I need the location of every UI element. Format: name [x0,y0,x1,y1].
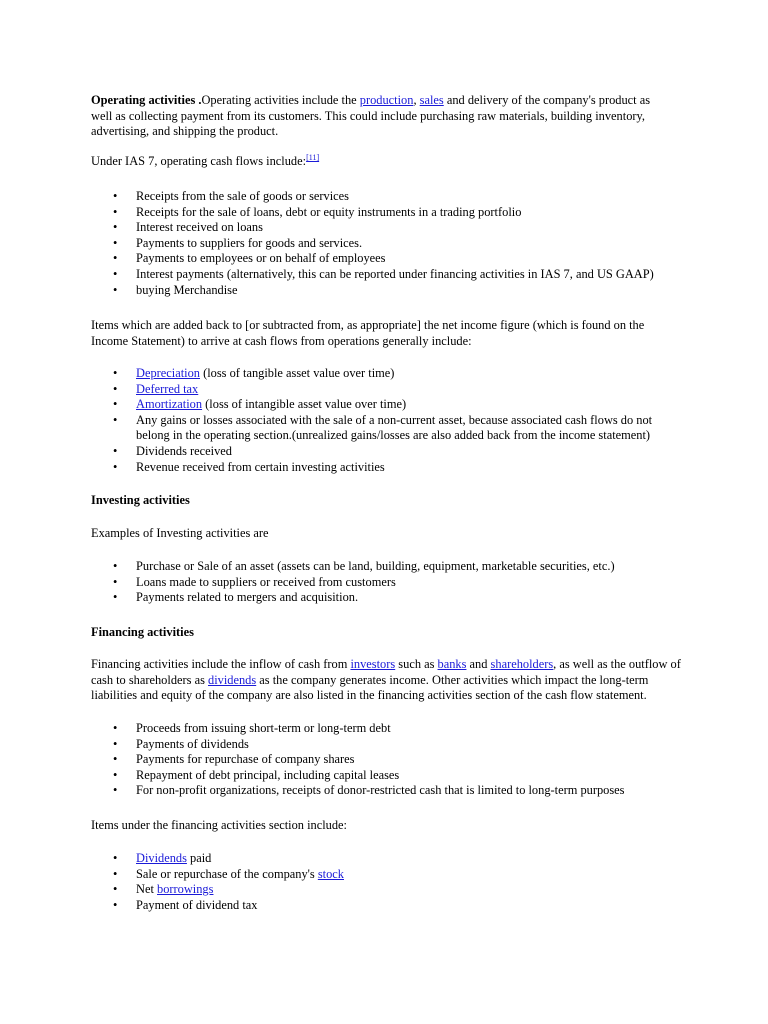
dividends-link[interactable]: dividends [208,672,257,687]
financing-intro-paragraph: Financing activities include the inflow of cash from investors such as banks and shareholders, as well as the outflow of cash to shareholders as dividends as the company generates income. Other activities which impact the long-term liabilities and equity of the company are also listed in the financing activities section of the cash flow statement. [91,657,681,703]
list-item: • Depreciation (loss of tangible asset value over time) [113,366,395,380]
list-item: • Payments to employees or on behalf of employees [113,251,386,266]
investing-activities-list [91,559,681,606]
amortization-link[interactable]: Amortization [136,397,203,412]
list-item: • buying Merchandise [113,282,238,297]
list-item: • Payments related to mergers and acquisition. [113,590,359,605]
addback-intro-paragraph: Items which are added back to [or subtracted from, as appropriate] the net income figure (which is found on the Income Statement) to arrive at cash flows from operations generally include: [91,318,645,348]
list-item: • Receipts for the sale of loans, debt or equity instruments in a trading portfolio [113,204,522,219]
list-item: • Payments to suppliers for goods and services. [113,235,363,250]
investors-link[interactable]: investors [350,657,396,671]
ias7-paragraph: Under IAS 7, operating cash flows include:[11] [91,153,320,168]
operating-cash-flows-list [91,189,681,298]
deferred-tax-link[interactable]: Deferred tax [136,381,199,396]
financing-heading: Financing activities [91,625,194,639]
addback-items-list [91,366,681,475]
production-link[interactable]: production [359,93,414,107]
banks-link[interactable]: banks [437,657,467,671]
list-item: • Net borrowings [113,882,214,897]
list-item: • Any gains or losses associated with the sale of a non-current asset, because associated cash flows do not belong in the operating section.(unrealized gains/losses are also added back from the income statement) [113,412,653,443]
list-item: • Deferred tax [113,381,199,396]
list-item: • Repayment of debt principal, including capital leases [113,767,400,782]
list-item: • Loans made to suppliers or received from customers [113,574,396,589]
list-item: • Purchase or Sale of an asset (assets can be land, building, equipment, marketable securities, etc.) [113,559,615,573]
shareholders-link[interactable]: shareholders [490,657,554,671]
list-item: • Receipts from the sale of goods or services [113,189,349,203]
list-item: • Payments of dividends [113,736,249,751]
list-item: • Interest payments (alternatively, this can be reported under financing activities in IAS 7, and US GAAP) [113,266,654,281]
financing-section-intro: Items under the financing activities section include: [91,818,347,832]
operating-heading: Operating activities . [91,93,202,107]
financing-activities-list [91,721,681,799]
list-item: • Proceeds from issuing short-term or long-term debt [113,721,391,735]
list-item: • Payments for repurchase of company shares [113,752,355,767]
financing-section-list [91,851,681,913]
investing-heading: Investing activities [91,493,190,507]
stock-link[interactable]: stock [317,866,344,881]
list-item: • Revenue received from certain investing activities [113,459,385,474]
list-item: • For non-profit organizations, receipts of donor-restricted cash that is limited to long-term purposes [113,783,625,798]
operating-intro-paragraph: Operating activities .Operating activities include the production, sales and delivery of the company's product as well as collecting payment from its customers. This could include purchasing raw materials, building inventory, advertising, and shipping the product. [91,93,651,139]
reference-11-link[interactable]: [11] [306,153,320,162]
borrowings-link[interactable]: borrowings [157,882,214,897]
depreciation-link[interactable]: Depreciation [136,366,200,380]
list-item: • Sale or repurchase of the company's stock [113,866,344,881]
list-item: • Dividends paid [113,851,212,865]
list-item: • Amortization (loss of intangible asset value over time) [113,397,407,412]
investing-intro: Examples of Investing activities are [91,526,269,540]
list-item: • Dividends received [113,443,232,458]
dividends-paid-link[interactable]: Dividends [136,851,187,865]
sales-link[interactable]: sales [419,93,444,107]
list-item: • Payment of dividend tax [113,897,258,912]
list-item: • Interest received on loans [113,220,263,235]
